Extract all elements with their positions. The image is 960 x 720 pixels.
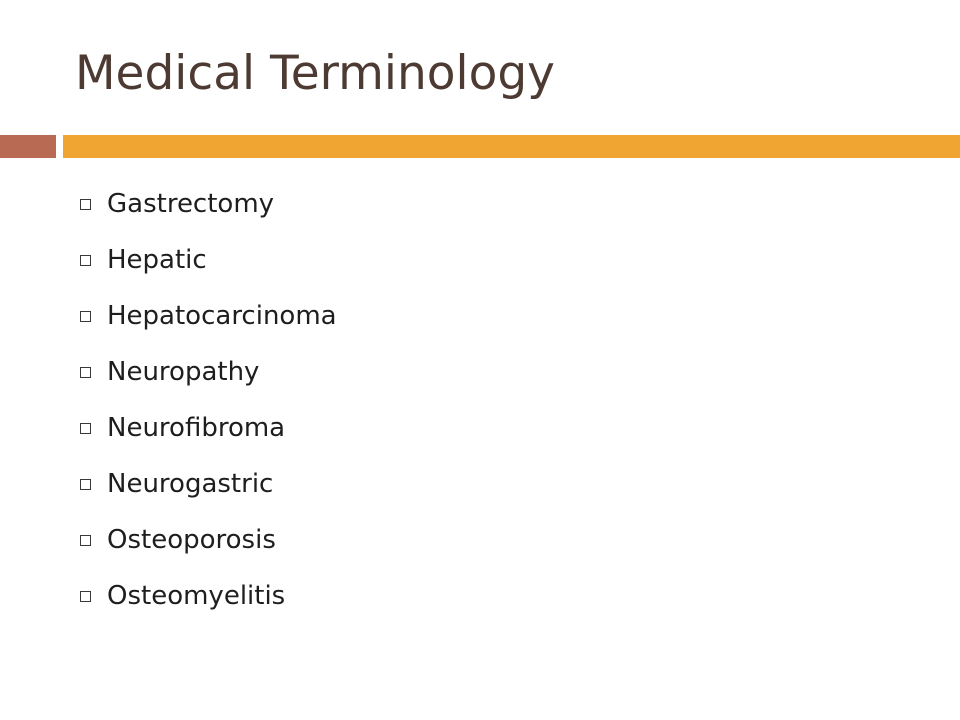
list-item-label: Hepatocarcinoma [107, 301, 337, 331]
list-item-label: Osteomyelitis [107, 581, 286, 611]
list-item-label: Neurogastric [107, 469, 274, 499]
square-bullet-icon [80, 479, 91, 490]
square-bullet-icon [80, 591, 91, 602]
title-rule-accent-left [0, 135, 56, 158]
list-item [80, 512, 337, 568]
square-bullet-icon [80, 255, 91, 266]
square-bullet-icon [80, 535, 91, 546]
list-item [80, 400, 337, 456]
square-bullet-icon [80, 199, 91, 210]
list-item [80, 232, 337, 288]
term-list [80, 176, 337, 624]
slide-title: Medical Terminology [75, 46, 555, 101]
title-rule-accent-right [63, 135, 960, 158]
square-bullet-icon [80, 367, 91, 378]
list-item-label: Osteoporosis [107, 525, 276, 555]
list-item-label: Neurofibroma [107, 413, 286, 443]
square-bullet-icon [80, 311, 91, 322]
list-item-label: Gastrectomy [107, 189, 275, 219]
list-item [80, 176, 337, 232]
square-bullet-icon [80, 423, 91, 434]
list-item [80, 568, 337, 624]
list-item-label: Neuropathy [107, 357, 260, 387]
list-item [80, 344, 337, 400]
list-item-label: Hepatic [107, 245, 207, 275]
list-item [80, 456, 337, 512]
list-item [80, 288, 337, 344]
